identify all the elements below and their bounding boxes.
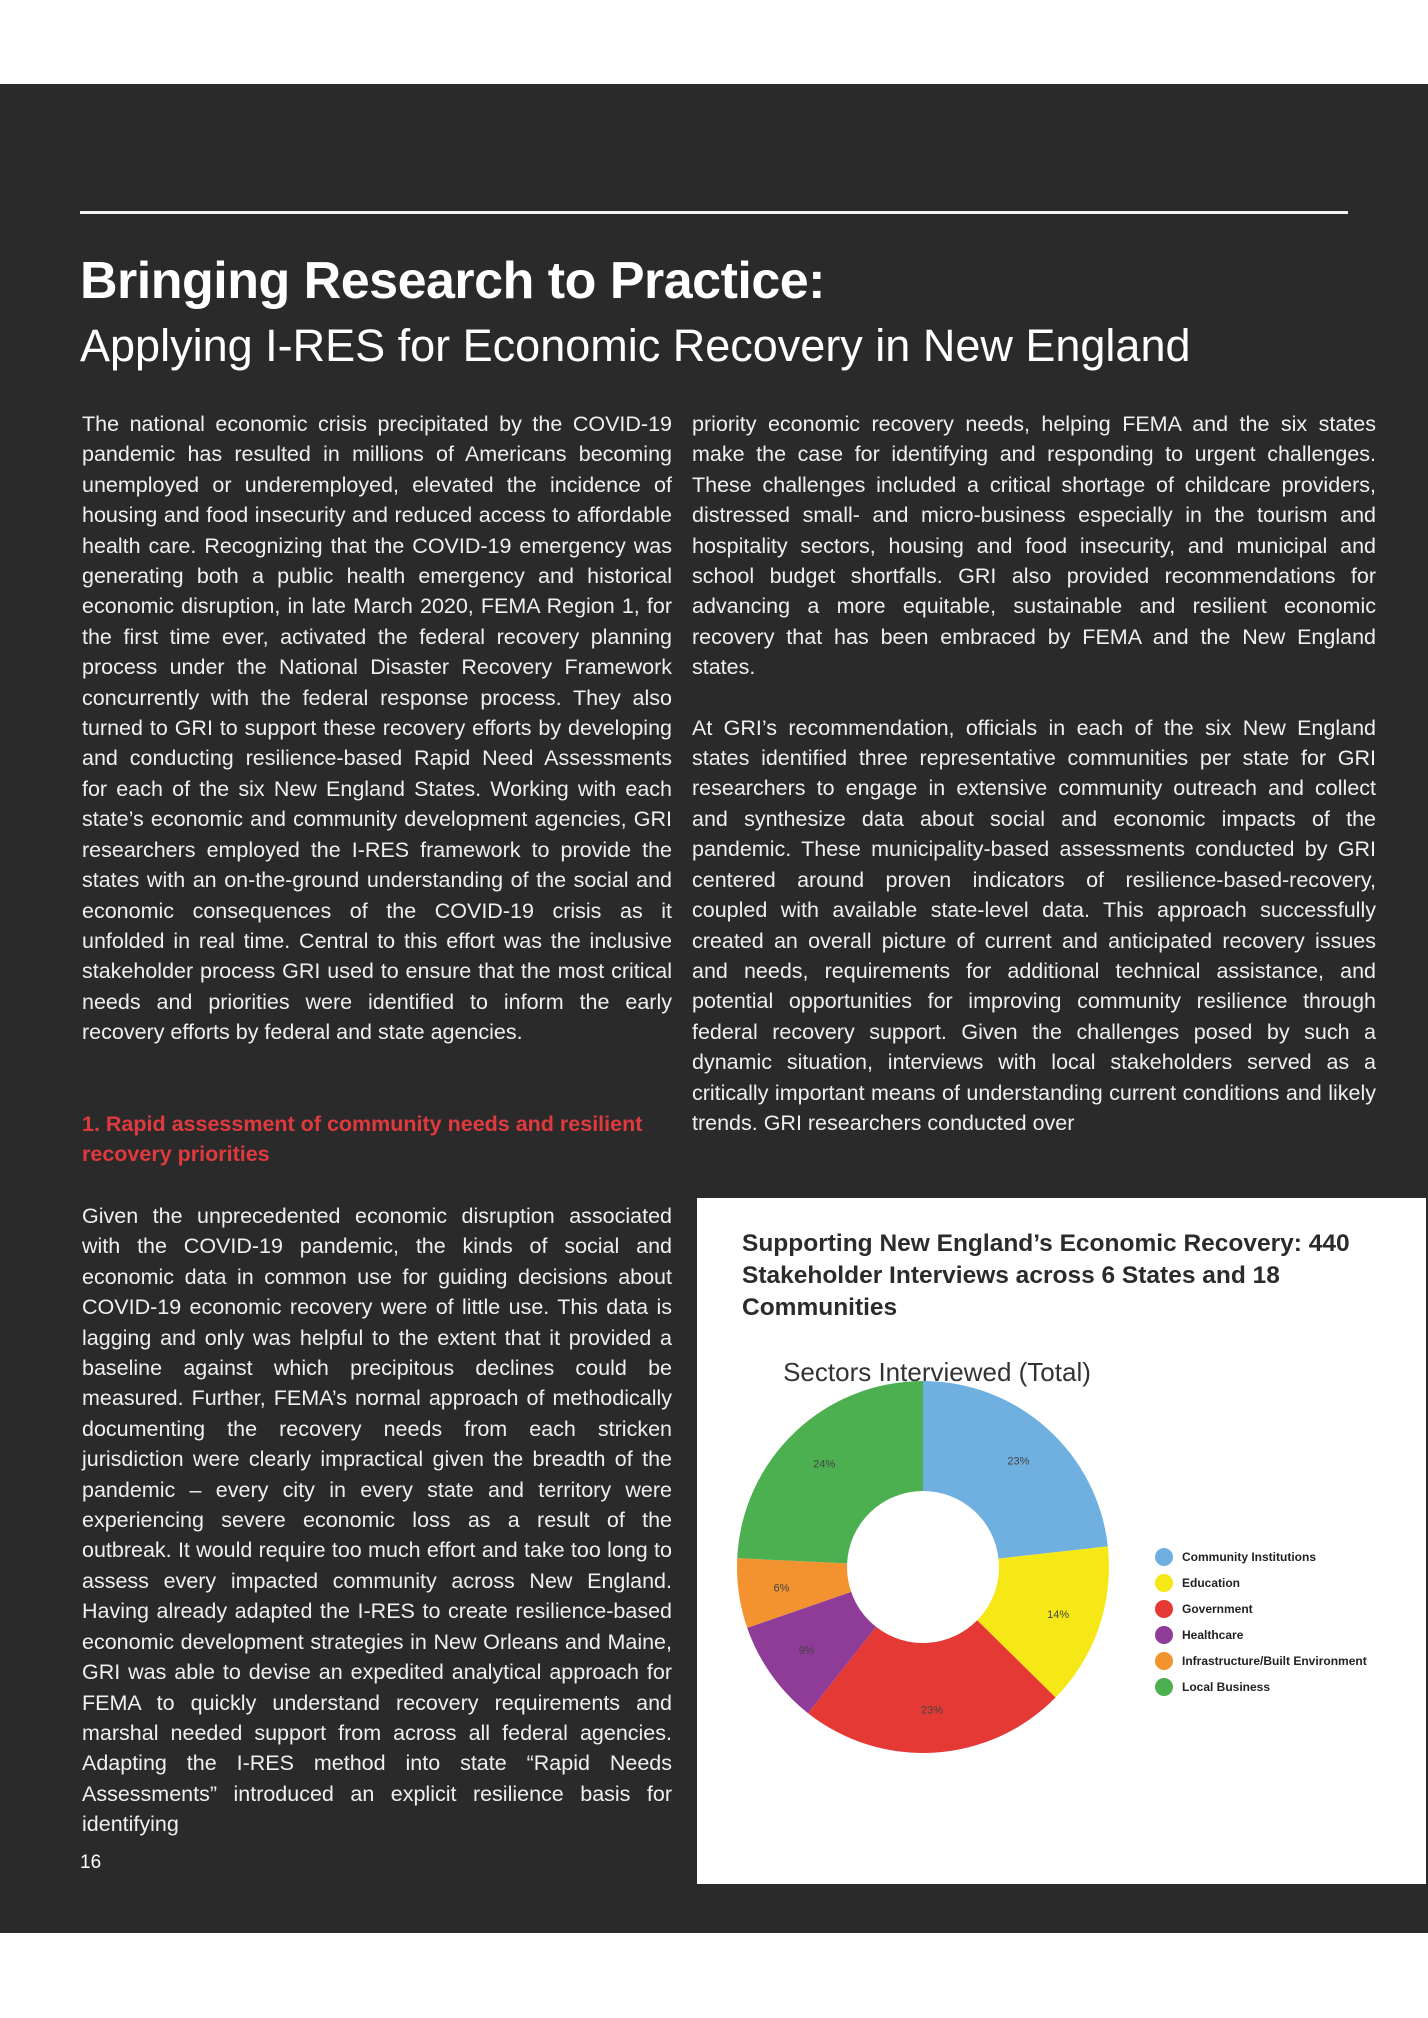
legend-swatch <box>1155 1626 1173 1644</box>
intro-paragraph: The national economic crisis precipitated by the COVID-19 pandemic has resulted in millions of Americans becoming unemployed or underemployed, elevated the incidence of housing and food insecurity and reduced access to affordable health care. Recognizing that the COVID-19 emergency was generating both a public health emergency and historical economic disruption, in late March 2020, FEMA Region 1, for the first time ever, activated the federal recovery planning process under the National Disaster Recovery Framework concurrently with the federal response process. They also turned to GRI to support these recovery efforts by developing and conducting resilience-based Rapid Need Assessments for each of the six New England States. Working with each state’s economic and community development agencies, GRI researchers employed the I-RES framework to provide the states with an on-the-ground understanding of the social and economic consequences of the COVID-19 crisis as it unfolded in real time. Central to this effort was the inclusive stakeholder process GRI used to ensure that the most critical needs and priorities were identified to inform the early recovery efforts by federal and state agencies. <box>82 412 672 1045</box>
legend-label: Education <box>1182 1576 1241 1590</box>
slice-label: 23% <box>921 1704 944 1717</box>
page-number: 16 <box>80 1852 102 1873</box>
chart-panel <box>695 1196 1428 1886</box>
page-title: Bringing Research to Practice: <box>80 252 825 310</box>
right-paragraph-1: priority economic recovery needs, helping FEMA and the six states make the case for identifying and responding to urgent challenges. These challenges included a critical shortage of childcare providers, distressed small- and micro-business especially in the tourism and hospitality sectors, housing and food insecurity, and municipal and school budget shortfalls. GRI also provided recommendations for advancing a more equitable, sustainable and resilient economic recovery that has been embraced by FEMA and the New England states. <box>692 412 1376 680</box>
chart-legend <box>1155 1544 1367 1700</box>
legend-swatch <box>1155 1652 1173 1670</box>
slice-label: 24% <box>813 1458 836 1471</box>
chart-title: Sectors Interviewed (Total) <box>783 1357 1091 1387</box>
legend-swatch <box>1155 1548 1173 1566</box>
legend-label: Local Business <box>1182 1680 1271 1694</box>
legend-label: Healthcare <box>1182 1628 1244 1642</box>
legend-label: Infrastructure/Built Environment <box>1182 1654 1367 1668</box>
slice-label: 9% <box>798 1644 815 1657</box>
section-heading: 1. Rapid assessment of community needs and resilient recovery priorities <box>82 1112 643 1167</box>
right-paragraph-2: At GRI’s recommendation, officials in each of the six New England states identified three representative communities per state for GRI researchers to engage in extensive community outreach and collect and synthesize data about social and economic impacts of the pandemic. These municipality-based assessments conducted by GRI centered around proven indicators of resilience-based-recovery, coupled with available state-level data. This approach successfully created an overall picture of current and anticipated recovery issues and needs, requirements for additional technical assistance, and potential opportunities for improving community resilience through federal recovery support. Given the challenges posed by such a dynamic situation, interviews with local stakeholders served as a critically important means of understanding current conditions and likely trends. GRI researchers conducted over <box>692 715 1376 1135</box>
legend-item <box>1155 1544 1367 1570</box>
legend-item <box>1155 1596 1367 1622</box>
right-column <box>692 409 1376 1138</box>
donut-chart <box>697 1198 1428 1888</box>
page-subtitle: Applying I-RES for Economic Recovery in New England <box>80 320 1191 371</box>
slice-label: 14% <box>1047 1608 1070 1621</box>
legend-swatch <box>1155 1600 1173 1618</box>
legend-swatch <box>1155 1574 1173 1592</box>
section-paragraph: Given the unprecedented economic disruption associated with the COVID-19 pandemic, the kinds of social and economic data in common use for guiding decisions about COVID-19 economic recovery were of little use. This data is lagging and only was helpful to the extent that it provided a baseline against which precipitous declines could be measured. Further, FEMA’s normal approach of methodically documenting the recovery needs from each stricken jurisdiction were clearly impractical given the breadth of the pandemic – every city in every state and territory were experiencing severe economic loss as a result of the outbreak. It would require too much effort and take too long to assess every impacted community across New England. Having already adapted the I-RES to create resilience-based economic development strategies in New Orleans and Maine, GRI was able to devise an expedited analytical approach for FEMA to quickly understand recovery requirements and marshal needed support from across all federal agencies. Adapting the I-RES method into state “Rapid Needs Assessments” introduced an explicit resilience basis for identifying <box>82 1204 672 1837</box>
donut-slice-community-institutions <box>923 1381 1108 1559</box>
legend-label: Community Institutions <box>1182 1550 1316 1564</box>
slice-label: 23% <box>1007 1455 1030 1468</box>
left-column-top <box>82 409 672 1048</box>
header-rule <box>80 211 1348 214</box>
legend-item <box>1155 1648 1367 1674</box>
chart-box-title: Supporting New England’s Economic Recovery: 440 Stakeholder Interviews across 6 States and 18 Communities <box>742 1230 1350 1321</box>
slice-label: 6% <box>773 1582 790 1595</box>
left-column-bottom <box>82 1201 672 1840</box>
legend-item <box>1155 1674 1367 1700</box>
donut-slice-local-business <box>737 1381 923 1563</box>
legend-label: Government <box>1182 1602 1253 1616</box>
legend-item <box>1155 1622 1367 1648</box>
legend-swatch <box>1155 1678 1173 1696</box>
legend-item <box>1155 1570 1367 1596</box>
